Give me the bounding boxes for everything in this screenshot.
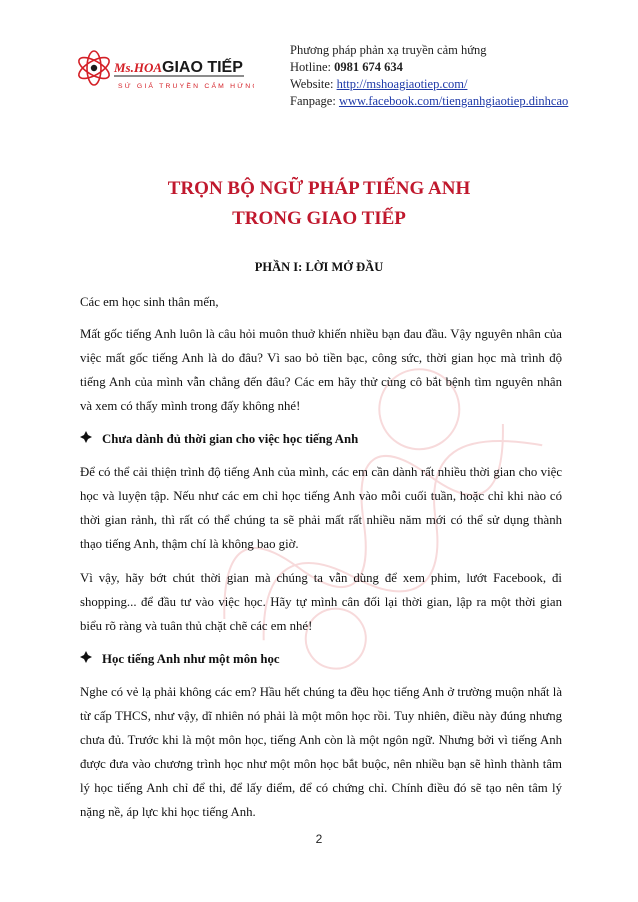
greeting: Các em học sinh thân mến,	[80, 295, 219, 309]
paragraph-2: Để có thể cải thiện trình độ tiếng Anh của mình, các em cần dành rất nhiều thời gian cho việc học và luyện tập. Nếu như các em chỉ học tiếng Anh vào mỗi cuối tuần, hoặc chỉ khi nào có thời gian rảnh, thì rất có thể chúng ta sẽ phải mất rất nhiều năm mới có thể sử dụng thành thạo tiếng Anh, thậm chí là không bao giờ.	[80, 465, 562, 551]
website-link[interactable]: http://mshoagiaotiep.com/	[336, 77, 468, 91]
section-heading-1-text: Chưa dành đủ thời gian cho việc học tiếng Anh	[102, 432, 359, 446]
hotline-label: Hotline:	[290, 60, 335, 74]
section-heading-1	[80, 428, 562, 450]
contact-fanpage	[290, 93, 568, 110]
logo-brand-main: GIAO TIẾP	[162, 59, 243, 76]
contact-slogan: Phương pháp phản xạ truyền cảm hứng	[290, 43, 487, 57]
fanpage-label: Fanpage:	[290, 94, 339, 108]
fanpage-link[interactable]: www.facebook.com/tienganhgiaotiep.dinhcao	[338, 94, 569, 108]
hotline-value: 0981 674 634	[334, 60, 403, 74]
paragraph-4: Nghe có vẻ lạ phải không các em? Hầu hết chúng ta đều học tiếng Anh ở trường muộn nhất là từ cấp THCS, như vậy, dĩ nhiên nó phải là một môn học rồi. Tuy nhiên, điều này đúng nhưng chưa đủ. Trước khi là một môn học, tiếng Anh còn là một ngôn ngữ. Nhưng bởi vì tiếng Anh được đưa vào chương trình học như một môn học bắt buộc, nên nhiều bạn sẽ hình thành tâm lý học tiếng Anh chỉ để thi, để lấy điểm, để có chứng chỉ. Chính điều đó sẽ tạo nên tâm lý nặng nề, áp lực khi học tiếng Anh.	[80, 685, 562, 819]
section-heading-2	[80, 648, 562, 670]
contact-website	[290, 76, 568, 93]
website-label: Website:	[290, 77, 337, 91]
diamond-bullet-icon	[80, 648, 94, 670]
part-heading: PHẦN I: LỜI MỞ ĐẦU	[254, 260, 384, 274]
page-header	[0, 0, 638, 140]
diamond-bullet-icon	[80, 428, 94, 450]
page-number: 2	[315, 832, 323, 846]
company-logo	[74, 40, 254, 100]
contact-block	[290, 42, 568, 110]
paragraph-1: Mất gốc tiếng Anh luôn là câu hỏi muôn thuở khiến nhiều bạn đau đầu. Vậy nguyên nhân của việc mất gốc tiếng Anh là do đâu? Vì sao bỏ tiền bạc, công sức, thời gian học mà trình độ tiếng Anh của mình vẫn chẳng đến đâu? Các em hãy thử cùng cô bắt bệnh tìm nguyên nhân và xem có thấy mình trong đấy không nhé!	[80, 327, 562, 413]
logo-tagline: SỨ GIẢ TRUYỀN CẢM HỨNG	[118, 83, 254, 90]
document-title-line2: TRONG GIAO TIẾP	[232, 208, 406, 229]
paragraph-3: Vì vậy, hãy bớt chút thời gian mà chúng ta vẫn dùng để xem phim, lướt Facebook, đi shopping... để đầu tư vào việc học. Hãy tự mình cân đối lại thời gian, lập ra một thời gian biểu rõ ràng và tuân thủ chặt chẽ các em nhé!	[80, 571, 562, 633]
contact-hotline	[290, 59, 568, 76]
logo-brand-ms: Ms.HOA	[114, 60, 163, 75]
document-body	[80, 290, 562, 834]
section-heading-2-text: Học tiếng Anh như một môn học	[102, 652, 280, 666]
document-title-line1: TRỌN BỘ NGỮ PHÁP TIẾNG ANH	[167, 178, 471, 199]
atom-icon	[74, 40, 254, 100]
